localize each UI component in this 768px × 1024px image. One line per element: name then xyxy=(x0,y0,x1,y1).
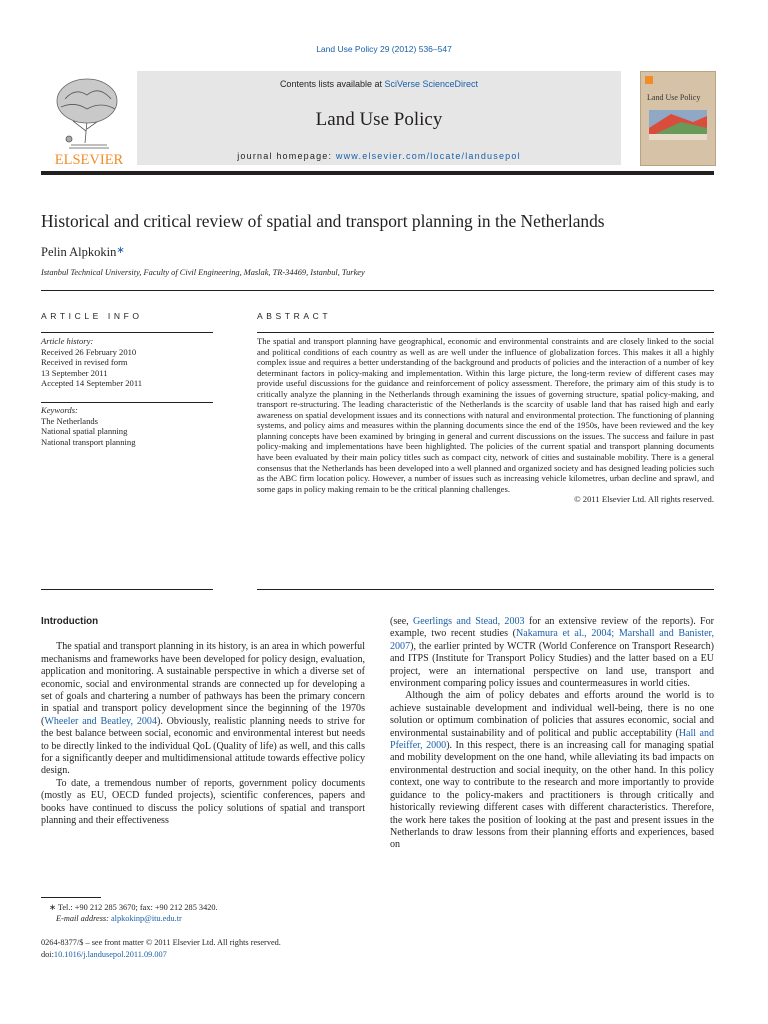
journal-masthead xyxy=(137,71,621,165)
citation-link[interactable]: Geerlings and Stead, 2003 xyxy=(413,616,525,627)
citation-link[interactable]: Nakamura et al., 2004; Marshall and Banister, 2007 xyxy=(390,628,714,652)
journal-header xyxy=(41,71,714,177)
publisher-wordmark: ELSEVIER xyxy=(54,152,124,167)
history-item: Received in revised form xyxy=(41,357,128,367)
keywords xyxy=(41,405,213,447)
doi-label: doi: xyxy=(41,949,54,959)
author-affiliation: Istanbul Technical University, Faculty of Civil Engineering, Maslak, TR-34469, Istanbul, Turkey xyxy=(41,268,365,277)
section-divider xyxy=(41,290,714,291)
issn-line: 0264-8377/$ – see front matter © 2011 Elsevier Ltd. All rights reserved. xyxy=(41,938,281,947)
header-divider xyxy=(41,171,714,175)
body-paragraph: To date, a tremendous number of reports, government policy documents (mostly as EU, OECD funded projects), scientific conferences, papers and books have continued to discuss the policy solutions of spatial and transport planning and their effectiveness xyxy=(41,777,365,827)
footnote-contact xyxy=(49,903,218,914)
copyright-notice: © 2011 Elsevier Ltd. All rights reserved. xyxy=(574,494,714,505)
footnote-divider xyxy=(41,897,101,898)
page-footer xyxy=(41,937,281,960)
history-label: Article history: xyxy=(41,336,94,346)
author-line xyxy=(41,245,125,260)
body-paragraph xyxy=(390,616,714,690)
keywords-label: Keywords: xyxy=(41,405,78,415)
doi-line xyxy=(41,949,281,961)
history-item: 13 September 2011 xyxy=(41,367,108,378)
journal-cover-thumbnail[interactable] xyxy=(640,71,716,166)
keyword-item: National spatial planning xyxy=(41,426,128,436)
keyword-item: National transport planning xyxy=(41,436,136,447)
homepage-prefix: journal homepage: xyxy=(237,151,336,161)
citation-link[interactable]: Hall and Pfeiffer, 2000 xyxy=(390,727,714,752)
footnote-mark: ∗ xyxy=(49,903,56,912)
journal-homepage xyxy=(137,151,621,161)
history-item: Received 26 February 2010 xyxy=(41,346,137,357)
info-divider xyxy=(41,589,213,590)
body-paragraph xyxy=(390,690,714,851)
text-run: ). In this respect, there is an increasing call for managing spatial and mobility development on the one hand, while alleviating its bad impacts on environmental destruction and social inequity, on the other hand. In this policy context, one way to contribute to the research and more importantly to provide guidance to the policy-makers and practitioners is through critically and historically reviewing different cases with different characteristics. Therefore, the work here takes the position of looking at the past and present issues in the Netherlands to draw lessons from their planning efforts and experiences, based on xyxy=(390,740,714,851)
body-column-right xyxy=(390,616,714,852)
section-heading-introduction: Introduction xyxy=(41,616,99,627)
history-item: Accepted 14 September 2011 xyxy=(41,378,143,388)
author-footnote-mark[interactable]: ∗ xyxy=(116,245,125,256)
abstract-body xyxy=(257,336,714,505)
abstract-text: The spatial and transport planning have geographical, economic and environmental constraints and are closely linked to the social and political conditions of each country as well as are well under the influence of globalization forces. This makes it all a highly complex issue and requires a better understanding of the background and products of policies and the interaction of a number of key determinant factors in policy-making and implementation. Within this large picture, the long-term review of different cases may provide useful discussions for the guidance and reinforcement of policy assessment. Therefore, the primary aim of this study is to critically analyze the planning in the Netherlands through examining the issues of governing structure, spatial policy-making, and transport re-structuring. The leading characteristic of the Netherlands is the scarcity of usable land that has raised high and early awareness on spatial development issues and its connections with natural and environmental protection. The functioning of planning systems, and policy aims and measures within the planning documents since the end of the 1950s, have been reviewed and the key planning concepts have been examined by bringing in general and current discussions on the issues. The success and failure in past policy-making and implementations have been highlighted. The policies of the current spatial and transport planning documents have been evaluated by their main policy titles such as compact city, network of cities and sustainable mobility. There is a general consensus that the Netherlands has been developed into a well planned and organized society and has designed leading policies such as the ABC firm location policy. However, a number of issues such as increasing vehicle kilometres, urban decline and sprawl, and some gaps in policy making remain to be the critical planning challenges. xyxy=(257,336,714,494)
abstract-divider xyxy=(257,332,714,333)
body-column-left xyxy=(41,616,365,828)
elsevier-logo[interactable] xyxy=(41,71,137,167)
text-run: The spatial and transport planning in its history, is an area in which powerful mechanisms and frameworks have been developed for policy design, evaluation, application and monitoring. A sustainable perspective in which a diverse set of economic, social and environmental strands are connected up for developing a set of goals and chartering a number of pathways has been the primary concern in spatial and transport policy development since the beginning of the 1970s ( xyxy=(41,641,365,727)
text-run: (see, xyxy=(390,616,414,627)
info-divider xyxy=(41,402,213,403)
info-divider xyxy=(41,332,213,333)
text-run: for an extensive review of the reports). For example, two recent studies ( xyxy=(390,616,714,640)
text-run: Although the aim of policy debates and efforts around the world is to achieve sustainable development and individual well-being, there is no one solution or optimum combination of policies that assures economic, social and environmental sustainability and of political and public acceptability ( xyxy=(390,690,714,739)
cover-image xyxy=(641,72,715,165)
footnote-email-line xyxy=(49,914,218,925)
cover-title: Land Use Policy xyxy=(647,93,701,102)
email-label: E-mail address: xyxy=(56,913,111,923)
body-paragraph xyxy=(41,641,365,777)
article-history xyxy=(41,336,213,389)
author-footnote xyxy=(49,903,218,924)
text-run: ). Obviously, realistic planning needs to strive for the best balance between social, economic and environmental interest but needs to be directly linked to the individual QoL (Quality of life) as well, and this calls for a significantly deeper and multidimensional attitude towards effective policy design. xyxy=(41,715,365,777)
article-info-heading: ARTICLE INFO xyxy=(41,311,143,321)
abstract-divider xyxy=(257,589,714,590)
footnote-phone: Tel.: +90 212 285 3670; fax: +90 212 285 3420. xyxy=(55,903,218,912)
elsevier-tree-icon xyxy=(41,71,137,167)
homepage-link[interactable]: www.elsevier.com/locate/landusepol xyxy=(335,151,521,161)
journal-reference[interactable]: Land Use Policy 29 (2012) 536–547 xyxy=(316,44,452,54)
contents-prefix: Contents lists available at xyxy=(279,79,385,89)
contents-availability xyxy=(137,79,621,89)
keyword-item: The Netherlands xyxy=(41,415,99,426)
article-title: Historical and critical review of spatial and transport planning in the Netherlands xyxy=(41,211,605,231)
doi-link[interactable]: 10.1016/j.landusepol.2011.09.007 xyxy=(53,949,167,959)
text-run: ), the earlier printed by WCTR (World Conference on Transport Research) and ITPS (Institute for Transport Policy Studies) and the latter based on a EU project, were an international perspective on land use, transport and environment comparing policy issues and countermeasures in world cities. xyxy=(390,640,714,690)
journal-title: Land Use Policy xyxy=(315,109,443,130)
citation-link[interactable]: Wheeler and Beatley, 2004 xyxy=(44,715,157,727)
abstract-heading: ABSTRACT xyxy=(257,311,332,321)
author-name: Pelin Alpkokin xyxy=(41,245,117,259)
email-link[interactable]: alpkokinp@itu.edu.tr xyxy=(111,913,182,923)
sciencedirect-link[interactable]: SciVerse ScienceDirect xyxy=(384,79,479,89)
